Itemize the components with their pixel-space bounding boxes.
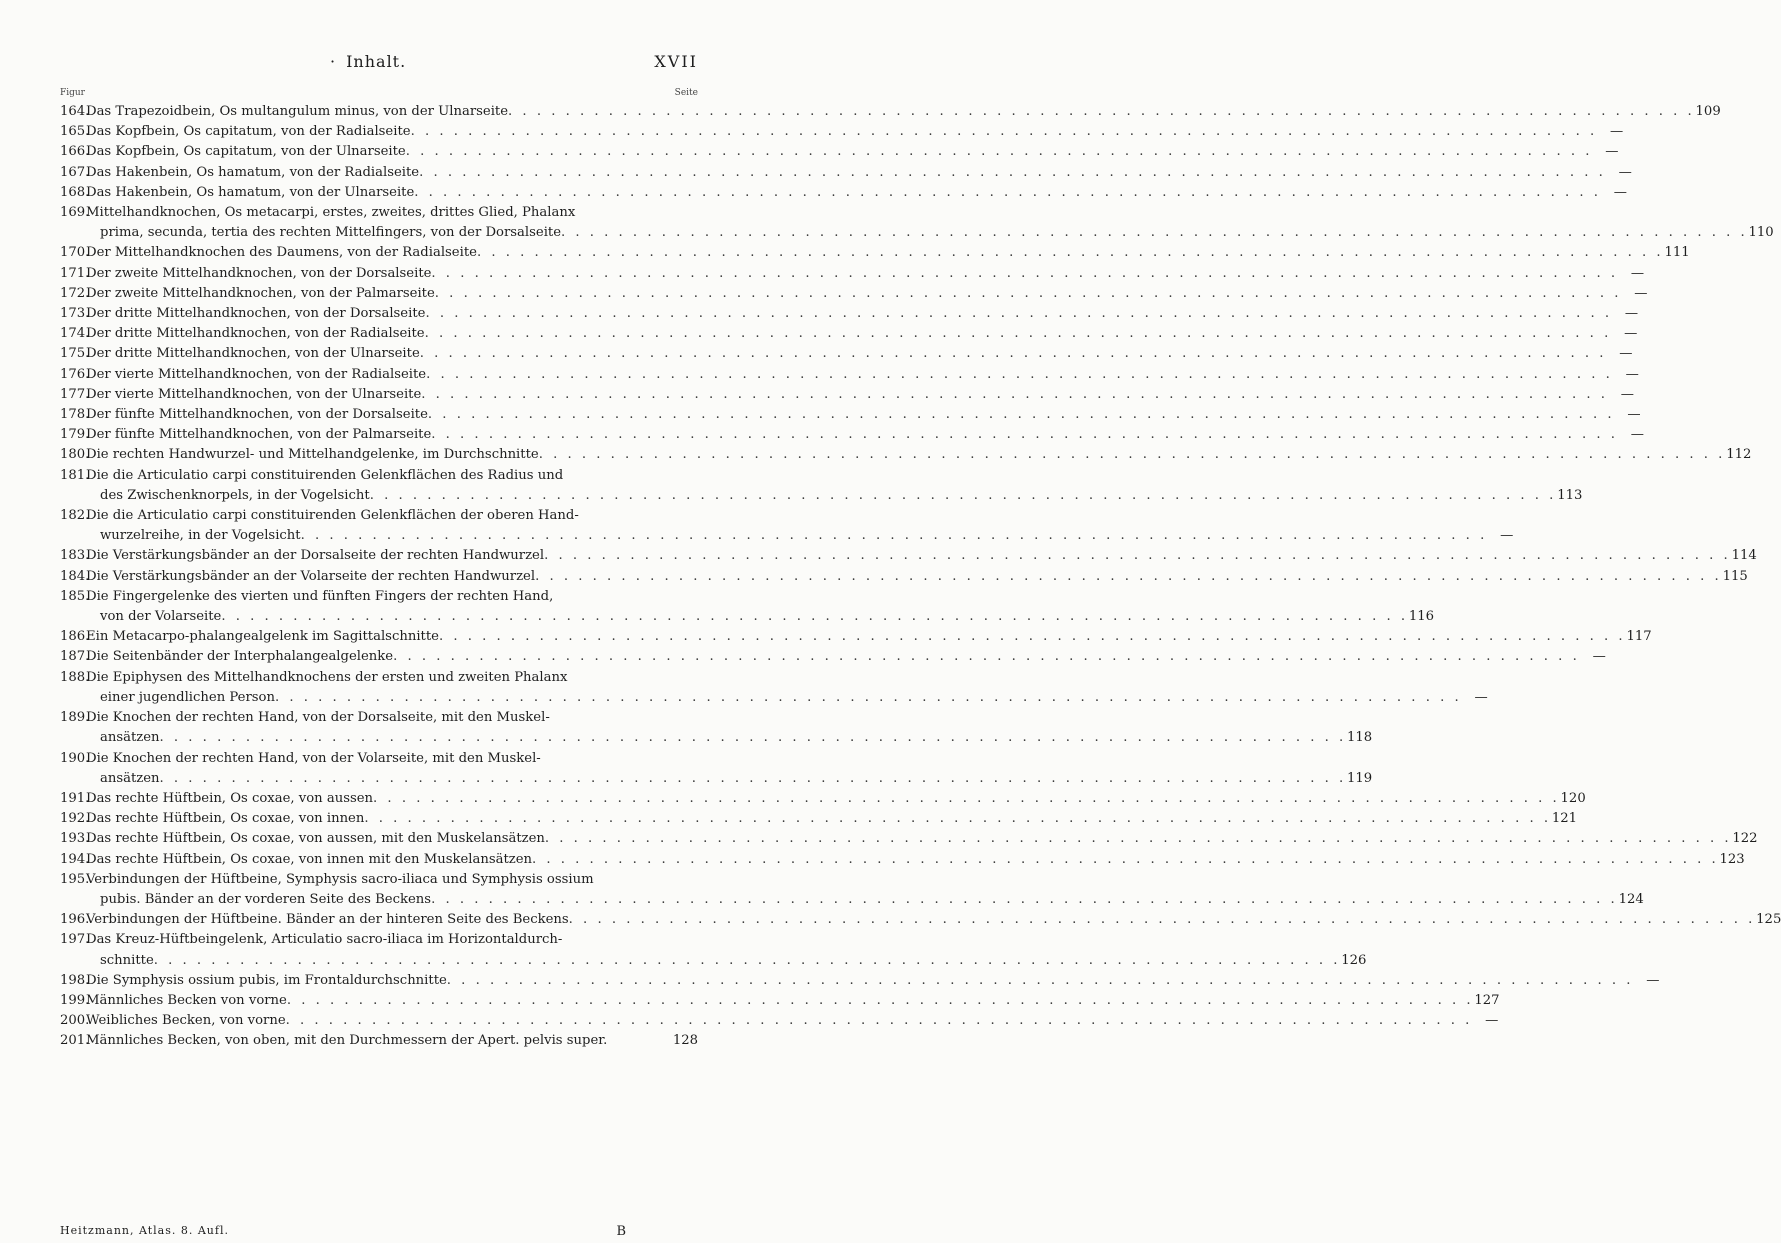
entry-line (86, 668, 698, 688)
figure-caption: Der Mittelhandknochen des Daumens, von der Radialseite (86, 245, 477, 261)
figure-caption: des Zwischenknorpels, in der Vogelsicht (100, 487, 370, 503)
dot-leader (544, 546, 1731, 566)
toc-entry (60, 304, 1639, 324)
figure-number: 197. (60, 932, 90, 948)
figure-caption: von der Volarseite (100, 609, 222, 625)
page-ref: 116 (1408, 609, 1435, 625)
dot-leader (425, 324, 1612, 344)
figure-caption: Die Symphysis ossium pubis, im Frontaldurchschnitte (86, 972, 447, 988)
figure-number: 191. (60, 790, 90, 806)
toc-entry (60, 122, 1624, 142)
dot-leader (545, 829, 1732, 849)
column-headings (60, 88, 698, 102)
toc-entry (60, 991, 1500, 1011)
dot-leader (567, 668, 672, 688)
dot-leader (594, 870, 672, 890)
toc-entry (60, 708, 1373, 748)
dot-leader (553, 587, 672, 607)
figure-number: 167. (60, 164, 90, 180)
toc-entry (60, 405, 1641, 425)
dot-leader (541, 749, 672, 769)
entry-line (86, 405, 1641, 425)
entry-line (86, 425, 1644, 445)
toc-entry (60, 385, 1634, 405)
page-footer (60, 1224, 698, 1240)
entry-line (86, 324, 1638, 344)
entry-line (86, 647, 1606, 667)
dot-leader (426, 365, 1613, 385)
column-head-page: Seite (674, 88, 698, 98)
dot-leader (393, 647, 1580, 667)
page-ref: 126 (1341, 952, 1367, 968)
page-ref (672, 506, 698, 526)
toc-entry (60, 243, 1690, 263)
figure-number: 193. (60, 831, 90, 847)
dot-leader (287, 991, 1474, 1011)
figure-number: 190. (60, 750, 90, 766)
figure-caption: prima, secunda, tertia des rechten Mittelfingers, von der Dorsalseite (100, 225, 562, 241)
page-ref: 120 (1560, 790, 1586, 806)
toc-entry (60, 102, 1721, 122)
page-ref: — (1630, 427, 1644, 443)
figure-caption: Die rechten Handwurzel- und Mittelhandgelenke, im Durchschnitte (86, 447, 539, 463)
entry-line (86, 930, 698, 950)
dot-leader (562, 930, 672, 950)
dot-leader (431, 264, 1618, 284)
dot-leader (439, 627, 1626, 647)
header-title (330, 52, 406, 71)
dot-leader (447, 971, 1634, 991)
toc-entry (60, 163, 1632, 183)
entry-line (86, 627, 1652, 647)
page-ref: — (1485, 1013, 1499, 1029)
page-ref: 115 (1722, 568, 1748, 584)
figure-number: 195. (60, 871, 90, 887)
page-ref: — (1605, 144, 1619, 160)
page-ref (672, 587, 698, 607)
figure-caption: Das rechte Hüftbein, Os coxae, von aussen, mit den Muskelansätzen (86, 831, 545, 847)
entry-line (86, 466, 698, 486)
page-ref: — (1610, 124, 1624, 140)
entry-line (86, 607, 1435, 627)
header-title-text: Inhalt. (346, 52, 407, 71)
page-ref: 113 (1557, 487, 1583, 503)
page-ref: — (1620, 386, 1634, 402)
page-ref (672, 203, 698, 223)
dot-leader (532, 850, 1719, 870)
figure-caption: Der zweite Mittelhandknochen, von der Palmarseite (86, 285, 435, 301)
figure-number: 188. (60, 669, 90, 685)
figure-caption: Verbindungen der Hüftbeine, Symphysis sacro-iliaca und Symphysis ossium (86, 871, 594, 887)
figure-number: 169. (60, 205, 90, 221)
page-ref (672, 870, 698, 890)
page-ref: 114 (1731, 548, 1757, 564)
figure-caption: Die die Articulatio carpi constituirenden Gelenkflächen des Radius und (86, 467, 564, 483)
entry-line (86, 708, 698, 728)
footer-imprint: Heitzmann, Atlas. 8. Aufl. (60, 1224, 229, 1237)
figure-number: 184. (60, 568, 90, 584)
dot-leader (535, 567, 1722, 587)
entry-line (86, 122, 1624, 142)
dot-leader (421, 385, 1608, 405)
figure-caption: Mittelhandknochen, Os metacarpi, erstes, zweites, drittes Glied, Phalanx (86, 205, 576, 221)
page-ref: 119 (1347, 770, 1373, 786)
entry-line (86, 587, 698, 607)
toc-entry (60, 506, 1514, 546)
figure-caption: einer jugendlichen Person (100, 689, 275, 705)
page-ref: — (1630, 265, 1645, 281)
toc-entry (60, 668, 1488, 708)
figure-number: 186. (60, 629, 90, 645)
page-ref: 117 (1626, 629, 1652, 645)
entry-line (86, 749, 698, 769)
figure-caption: Die die Articulatio carpi constituirenden Gelenkflächen der oberen Hand- (86, 508, 579, 524)
figure-caption: Der vierte Mittelhandknochen, von der Ulnarseite (86, 386, 422, 402)
page-ref: 124 (1618, 891, 1644, 907)
figure-caption: Die Epiphysen des Mittelhandknochens der ersten und zweiten Phalanx (86, 669, 568, 685)
toc-entry (60, 930, 1367, 970)
entry-line (86, 769, 1373, 789)
page-ref: — (1624, 326, 1638, 342)
toc-entry (60, 466, 1583, 506)
page-ref: 125 (1756, 912, 1781, 928)
figure-number: 178. (60, 407, 90, 423)
header-dot: · (330, 52, 337, 71)
entry-line (86, 526, 1514, 546)
dot-leader (561, 223, 1748, 243)
figure-caption: Die Verstärkungsbänder an der Volarseite der rechten Handwurzel (86, 568, 536, 584)
dot-leader (428, 405, 1615, 425)
page-ref: 122 (1732, 831, 1758, 847)
figure-number: 187. (60, 649, 90, 665)
entry-line (86, 486, 1583, 506)
dot-leader (539, 445, 1726, 465)
page-ref: 112 (1726, 447, 1752, 463)
figure-number: 164. (60, 104, 90, 119)
footer-signature-mark: B (616, 1224, 626, 1239)
figure-number: 177. (60, 386, 90, 402)
figure-caption: Weibliches Becken, von vorne (86, 1013, 286, 1029)
figure-number: 168. (60, 184, 90, 200)
figure-list (60, 102, 1781, 1052)
figure-caption: Männliches Becken, von oben, mit den Durchmessern der Apert. pelvis super. (86, 1033, 608, 1049)
entry-line (86, 546, 1757, 566)
figure-caption: ansätzen (100, 730, 160, 746)
toc-entry (60, 1031, 698, 1051)
entry-line (86, 789, 1586, 809)
entry-line (86, 445, 1752, 465)
figure-caption: Das Hakenbein, Os hamatum, von der Radialseite (86, 164, 420, 180)
running-header (0, 52, 800, 78)
page-ref: 109 (1695, 104, 1721, 119)
page-ref: — (1634, 285, 1648, 301)
entry-line (86, 728, 1373, 748)
figure-caption: wurzelreihe, in der Vogelsicht (100, 528, 301, 544)
page-ref: — (1613, 184, 1627, 200)
entry-line (86, 1011, 1499, 1031)
page-ref: — (1500, 528, 1514, 544)
figure-number: 175. (60, 346, 90, 362)
page-ref: 123 (1719, 851, 1745, 867)
figure-caption: Das Hakenbein, Os hamatum, von der Ulnarseite (86, 184, 415, 200)
figure-caption: Die Verstärkungsbänder an der Dorsalseite der rechten Handwurzel (86, 548, 545, 564)
figure-number: 181. (60, 467, 90, 483)
figure-caption: Der fünfte Mittelhandknochen, von der Palmarseite (86, 427, 432, 443)
figure-caption: Der vierte Mittelhandknochen, von der Radialseite (86, 366, 427, 382)
figure-number: 176. (60, 366, 90, 382)
entry-line (86, 344, 1633, 364)
page-ref: — (1646, 972, 1660, 988)
toc-entry (60, 203, 1774, 243)
toc-entry (60, 445, 1752, 465)
figure-number: 165. (60, 124, 90, 140)
dot-leader (406, 142, 1593, 162)
dot-leader (431, 890, 1618, 910)
toc-entry (60, 647, 1606, 667)
figure-caption: Die Knochen der rechten Hand, von der Dorsalseite, mit den Muskel- (86, 710, 550, 726)
entry-line (86, 142, 1619, 162)
figure-number: 171. (60, 265, 90, 281)
figure-caption: Das Kopfbein, Os capitatum, von der Radialseite (86, 124, 411, 140)
figure-number: 173. (60, 306, 90, 322)
dot-leader (275, 688, 1462, 708)
entry-line (86, 870, 698, 890)
page-ref: 121 (1551, 811, 1578, 827)
toc-entry (60, 627, 1652, 647)
entry-line (86, 284, 1648, 304)
page-ref: 110 (1748, 225, 1774, 241)
toc-entry (60, 264, 1645, 284)
toc-entry (60, 1011, 1499, 1031)
entry-line (86, 1031, 698, 1051)
toc-entry (60, 284, 1648, 304)
entry-line (86, 365, 1639, 385)
toc-entry (60, 850, 1745, 870)
dot-leader (508, 102, 1695, 122)
toc-entry (60, 587, 1435, 627)
dot-leader (425, 304, 1612, 324)
toc-entry (60, 809, 1578, 829)
figure-caption: ansätzen (100, 770, 160, 786)
page-ref: 111 (1664, 245, 1690, 261)
dot-leader (286, 1011, 1473, 1031)
dot-leader (301, 526, 1488, 546)
toc-entry (60, 546, 1757, 566)
entry-line (86, 567, 1748, 587)
toc-entry (60, 567, 1748, 587)
page-ref: 118 (1347, 730, 1373, 746)
toc-entry (60, 344, 1633, 364)
dot-leader (607, 1031, 672, 1051)
toc-entry (60, 829, 1758, 849)
dot-leader (563, 466, 672, 486)
entry-line (86, 971, 1660, 991)
figure-caption: Männliches Becken von vorne (86, 992, 287, 1008)
entry-line (86, 385, 1634, 405)
figure-caption: Der dritte Mittelhandknochen, von der Ulnarseite (86, 346, 420, 362)
page-ref (672, 668, 698, 688)
page-ref: — (1618, 164, 1632, 180)
figure-number: 185. (60, 588, 90, 604)
entry-line (86, 183, 1627, 203)
figure-number: 200. (60, 1013, 90, 1029)
page-ref: — (1627, 407, 1641, 423)
header-page-number: XVII (654, 52, 698, 71)
entry-line (86, 910, 1781, 930)
entry-line (86, 951, 1367, 971)
page-ref: — (1619, 346, 1633, 362)
entry-line (86, 223, 1774, 243)
figure-number: 172. (60, 285, 90, 301)
figure-caption: Das Kreuz-Hüftbeingelenk, Articulatio sacro-iliaca im Horizontaldurch- (86, 932, 563, 948)
page-ref (672, 749, 698, 769)
figure-caption: Das Trapezoidbein, Os multangulum minus, von der Ulnarseite (86, 104, 509, 119)
figure-number: 183. (60, 548, 90, 564)
figure-number: 180. (60, 447, 90, 463)
entry-line (86, 688, 1488, 708)
entry-line (86, 829, 1758, 849)
page-ref (672, 466, 698, 486)
toc-entry (60, 910, 1781, 930)
figure-caption: Die Fingergelenke des vierten und fünften Fingers der rechten Hand, (86, 588, 554, 604)
dot-leader (431, 425, 1618, 445)
dot-leader (477, 243, 1664, 263)
page-ref: — (1624, 306, 1639, 322)
toc-entry (60, 425, 1644, 445)
page-ref: — (1592, 649, 1606, 665)
figure-caption: Ein Metacarpo-phalangealgelenk im Sagittalschnitte (86, 629, 439, 645)
toc-entry (60, 971, 1660, 991)
figure-caption: Das Kopfbein, Os capitatum, von der Ulnarseite (86, 144, 406, 160)
dot-leader (414, 183, 1601, 203)
figure-number: 194. (60, 851, 90, 867)
dot-leader (411, 122, 1598, 142)
figure-caption: Das rechte Hüftbein, Os coxae, von innen (86, 811, 365, 827)
figure-number: 189. (60, 710, 90, 726)
entry-line (86, 264, 1645, 284)
figure-caption: Der dritte Mittelhandknochen, von der Radialseite (86, 326, 425, 342)
toc-entry (60, 789, 1586, 809)
entry-line (86, 243, 1690, 263)
dot-leader (435, 284, 1622, 304)
dot-leader (575, 203, 672, 223)
page-ref: — (1625, 366, 1639, 382)
entry-line (86, 809, 1578, 829)
toc-entry (60, 365, 1639, 385)
page-ref: 128 (672, 1033, 698, 1049)
dot-leader (160, 769, 1347, 789)
figure-number: 170. (60, 245, 90, 261)
page-ref (672, 708, 698, 728)
figure-number: 199. (60, 992, 90, 1008)
entry-line (86, 102, 1721, 122)
figure-number: 182. (60, 508, 90, 524)
column-head-figure: Figur (60, 88, 85, 98)
toc-entry (60, 142, 1619, 162)
figure-number: 192. (60, 811, 90, 827)
entry-line (86, 890, 1644, 910)
dot-leader (154, 951, 1341, 971)
figure-caption: Verbindungen der Hüftbeine. Bänder an der hinteren Seite des Beckens (86, 912, 569, 928)
figure-caption: Der dritte Mittelhandknochen, von der Dorsalseite (86, 306, 426, 322)
figure-caption: Der fünfte Mittelhandknochen, von der Dorsalseite (86, 407, 428, 423)
figure-caption: Der zweite Mittelhandknochen, von der Dorsalseite (86, 265, 432, 281)
figure-caption: Das rechte Hüftbein, Os coxae, von innen mit den Muskelansätzen (86, 851, 532, 867)
entry-line (86, 506, 698, 526)
entry-line (86, 203, 698, 223)
dot-leader (420, 344, 1607, 364)
toc-entry (60, 749, 1373, 789)
dot-leader (370, 486, 1557, 506)
dot-leader (373, 789, 1560, 809)
figure-caption: Die Seitenbänder der Interphalangealgelenke (86, 649, 394, 665)
entry-line (86, 991, 1500, 1011)
figure-number: 196. (60, 912, 90, 928)
figure-number: 179. (60, 427, 90, 443)
page-ref: 127 (1474, 992, 1500, 1008)
toc-entry (60, 183, 1627, 203)
dot-leader (550, 708, 672, 728)
figure-number: 198. (60, 972, 90, 988)
figure-number: 166. (60, 144, 90, 160)
figure-number: 174. (60, 326, 90, 342)
page-ref: — (1474, 689, 1488, 705)
toc-entry (60, 870, 1644, 910)
entry-line (86, 304, 1639, 324)
dot-leader (569, 910, 1756, 930)
dot-leader (160, 728, 1347, 748)
entry-line (86, 850, 1745, 870)
figure-caption: Die Knochen der rechten Hand, von der Volarseite, mit den Muskel- (86, 750, 541, 766)
entry-line (86, 163, 1632, 183)
page-ref (672, 930, 698, 950)
figure-number: 201. (60, 1033, 90, 1049)
figure-caption: Das rechte Hüftbein, Os coxae, von aussen (86, 790, 374, 806)
toc-entry (60, 324, 1638, 344)
dot-leader (579, 506, 672, 526)
dot-leader (419, 163, 1606, 183)
figure-caption: pubis. Bänder an der vorderen Seite des Beckens (100, 891, 432, 907)
dot-leader (221, 607, 1408, 627)
dot-leader (364, 809, 1551, 829)
figure-caption: schnitte (100, 952, 154, 968)
